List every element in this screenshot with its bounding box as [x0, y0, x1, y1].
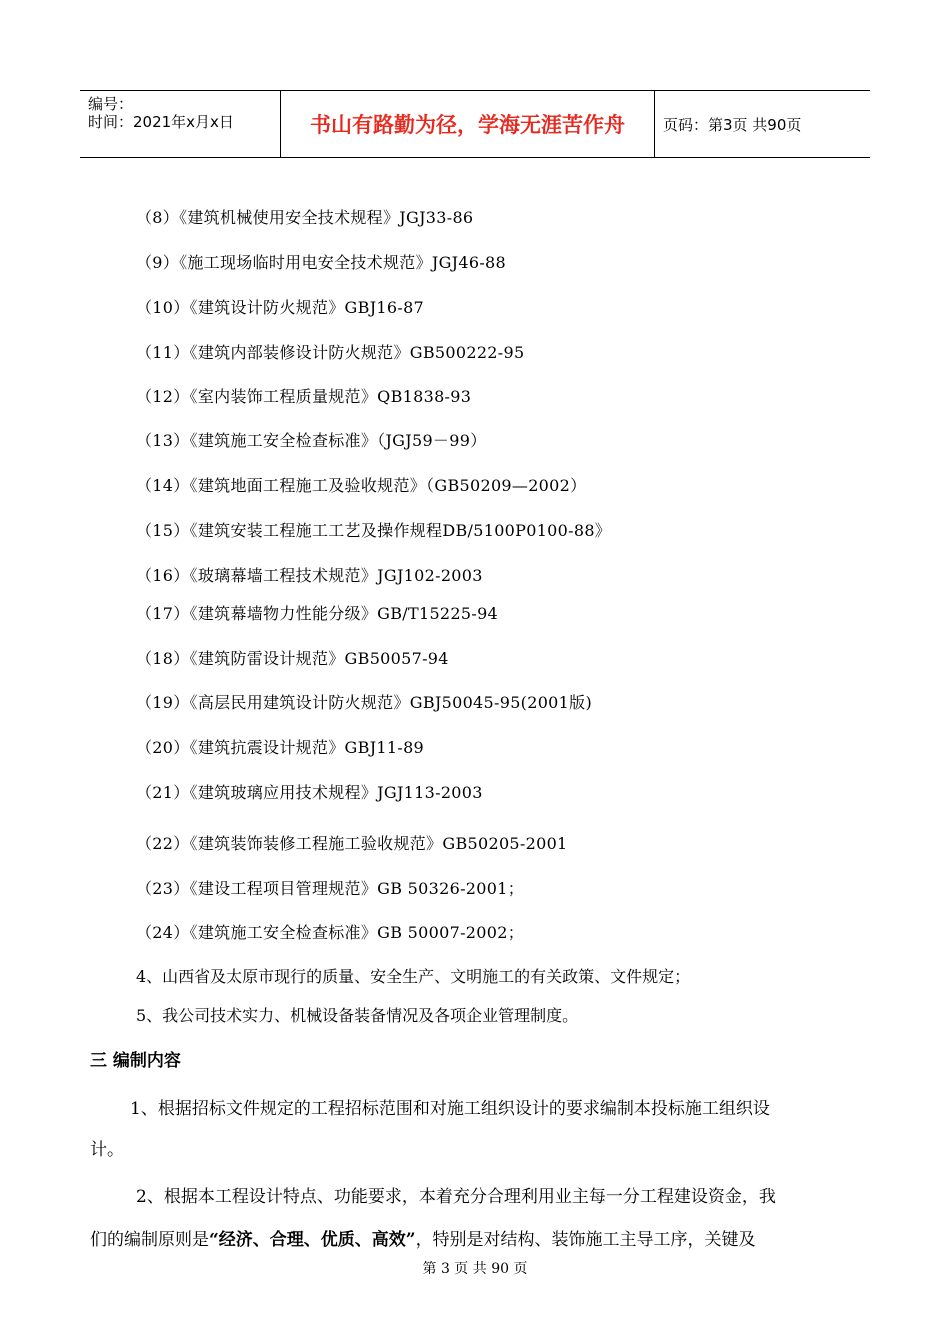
- paragraph-1-line-2: 计。: [90, 1140, 124, 1160]
- header-page-info: 页码：第3页 共90页: [663, 115, 802, 134]
- header-meta: [80, 91, 281, 157]
- time-label: 时间：2021年x月x日: [88, 113, 234, 131]
- header-slogan: 书山有路勤为径，学海无涯苦作舟: [281, 91, 655, 157]
- reference-item: （8）《建筑机械使用安全技术规程》JGJ33-86: [136, 208, 474, 227]
- section-title: 三 编制内容: [90, 1051, 181, 1071]
- reference-item: （13）《建筑施工安全检查标准》（JGJ59－99）: [136, 431, 487, 450]
- reference-item: （15）《建筑安装工程施工工艺及操作规程DB/5100P0100-88》: [136, 521, 612, 540]
- reference-item: （24）《建筑施工安全检查标准》GB 50007-2002；: [136, 923, 525, 942]
- reference-item: （19）《高层民用建筑设计防火规范》GBJ50045-95(2001版): [136, 693, 592, 712]
- page-footer: 第 3 页 共 90 页: [422, 1261, 528, 1277]
- reference-item: （12）《室内装饰工程质量规范》QB1838-93: [136, 387, 472, 406]
- paragraph-1-line-1: 1、根据招标文件规定的工程招标范围和对施工组织设计的要求编制本投标施工组织设: [130, 1099, 770, 1119]
- reference-item: （10）《建筑设计防火规范》GBJ16-87: [136, 298, 425, 317]
- reference-item: （17）《建筑幕墙物力性能分级》GB/T15225-94: [136, 604, 499, 623]
- principle-emphasis: “经济、合理、优质、高效”: [209, 1230, 416, 1250]
- paragraph-2-line-2: [90, 1225, 756, 1250]
- item-4: 4、山西省及太原市现行的质量、安全生产、文明施工的有关政策、文件规定；: [136, 967, 691, 986]
- paragraph-2-pre: 们的编制原则是: [90, 1230, 209, 1250]
- reference-item: （23）《建设工程项目管理规范》GB 50326-2001；: [136, 879, 525, 898]
- reference-item: （22）《建筑装饰装修工程施工验收规范》GB50205-2001: [136, 834, 568, 853]
- reference-item: （9）《施工现场临时用电安全技术规范》JGJ46-88: [136, 253, 507, 272]
- reference-item: （14）《建筑地面工程施工及验收规范》（GB50209—2002）: [136, 476, 587, 495]
- paragraph-2-post: ，特别是对结构、装饰施工主导工序，关键及: [415, 1230, 756, 1250]
- reference-item: （21）《建筑玻璃应用技术规程》JGJ113-2003: [136, 783, 483, 802]
- page-header: [80, 90, 870, 158]
- item-5: 5、我公司技术实力、机械设备装备情况及各项企业管理制度。: [136, 1006, 579, 1025]
- reference-item: （11）《建筑内部装修设计防火规范》GB500222-95: [136, 343, 525, 362]
- reference-item: （16）《玻璃幕墙工程技术规范》JGJ102-2003: [136, 566, 483, 585]
- reference-item: （20）《建筑抗震设计规范》GBJ11-89: [136, 738, 425, 757]
- paragraph-2-line-1: 2、根据本工程设计特点、功能要求，本着充分合理利用业主每一分工程建设资金，我: [136, 1187, 776, 1207]
- reference-item: （18）《建筑防雷设计规范》GB50057-94: [136, 649, 449, 668]
- number-label: 编号：: [88, 95, 134, 113]
